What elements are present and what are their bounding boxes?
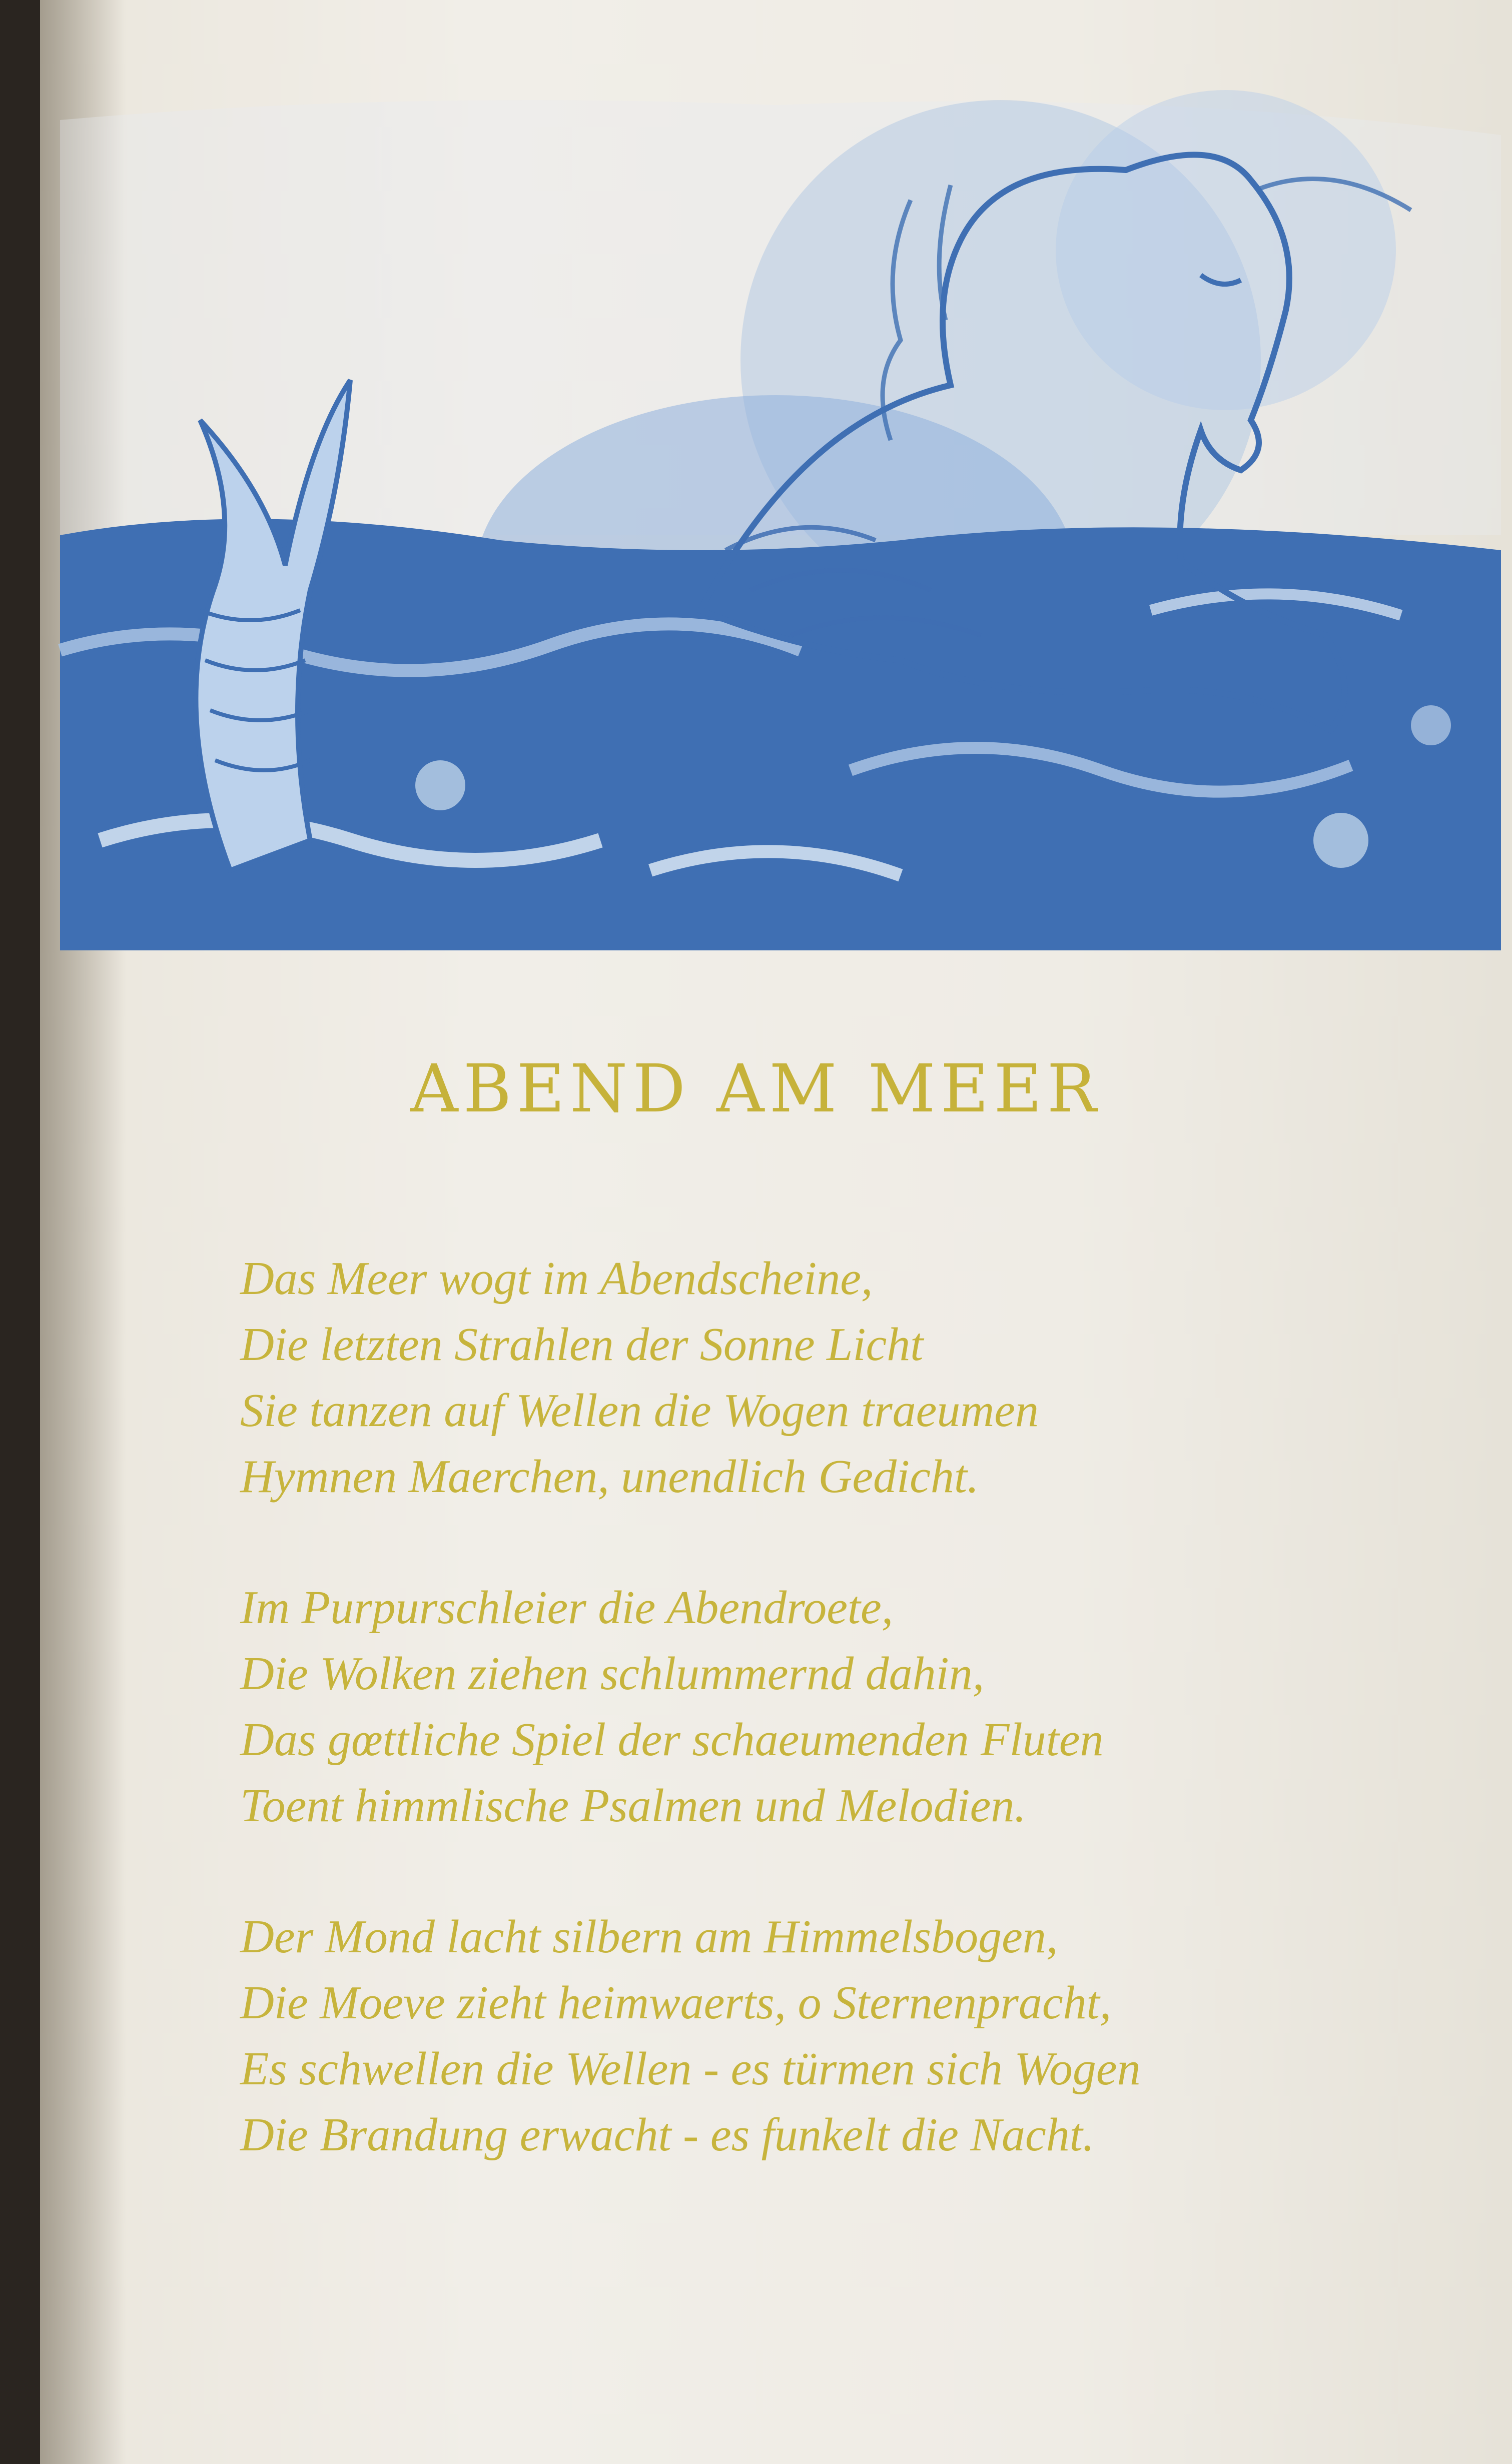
book-page: [40, 0, 1512, 2464]
poem-line: Sie tanzen auf Wellen die Wogen traeumen: [240, 1385, 1039, 1437]
poem-body: [240, 1246, 1391, 2233]
poem-line: Toent himmlische Psalmen und Melodien.: [240, 1780, 1026, 1832]
poem-line: Der Mond lacht silbern am Himmelsbogen,: [240, 1911, 1058, 1963]
poem-line: Das gœttliche Spiel der schaeumenden Fluten: [240, 1714, 1104, 1766]
poem-line: Die letzten Strahlen der Sonne Licht: [240, 1319, 924, 1371]
stanza-2: [240, 1575, 1391, 1839]
poem-line: Die Moeve zieht heimwaerts, o Sternenpracht,: [240, 1977, 1112, 2029]
poem-line: Die Wolken ziehen schlummernd dahin,: [240, 1648, 985, 1700]
stanza-1: [240, 1246, 1391, 1510]
poem-title: ABEND AM MEER: [410, 1050, 1102, 1127]
poem-line: Das Meer wogt im Abendscheine,: [240, 1253, 873, 1305]
poem-line: Die Brandung erwacht - es funkelt die Nacht.: [240, 2109, 1095, 2161]
poem-line: Es schwellen die Wellen - es türmen sich Wogen: [240, 2043, 1141, 2095]
poem-line: Hymnen Maerchen, unendlich Gedicht.: [240, 1451, 979, 1503]
poem-line: Im Purpurschleier die Abendroete,: [240, 1582, 894, 1634]
sea-horse-illustration: [50, 60, 1511, 950]
stanza-3: [240, 1904, 1391, 2168]
